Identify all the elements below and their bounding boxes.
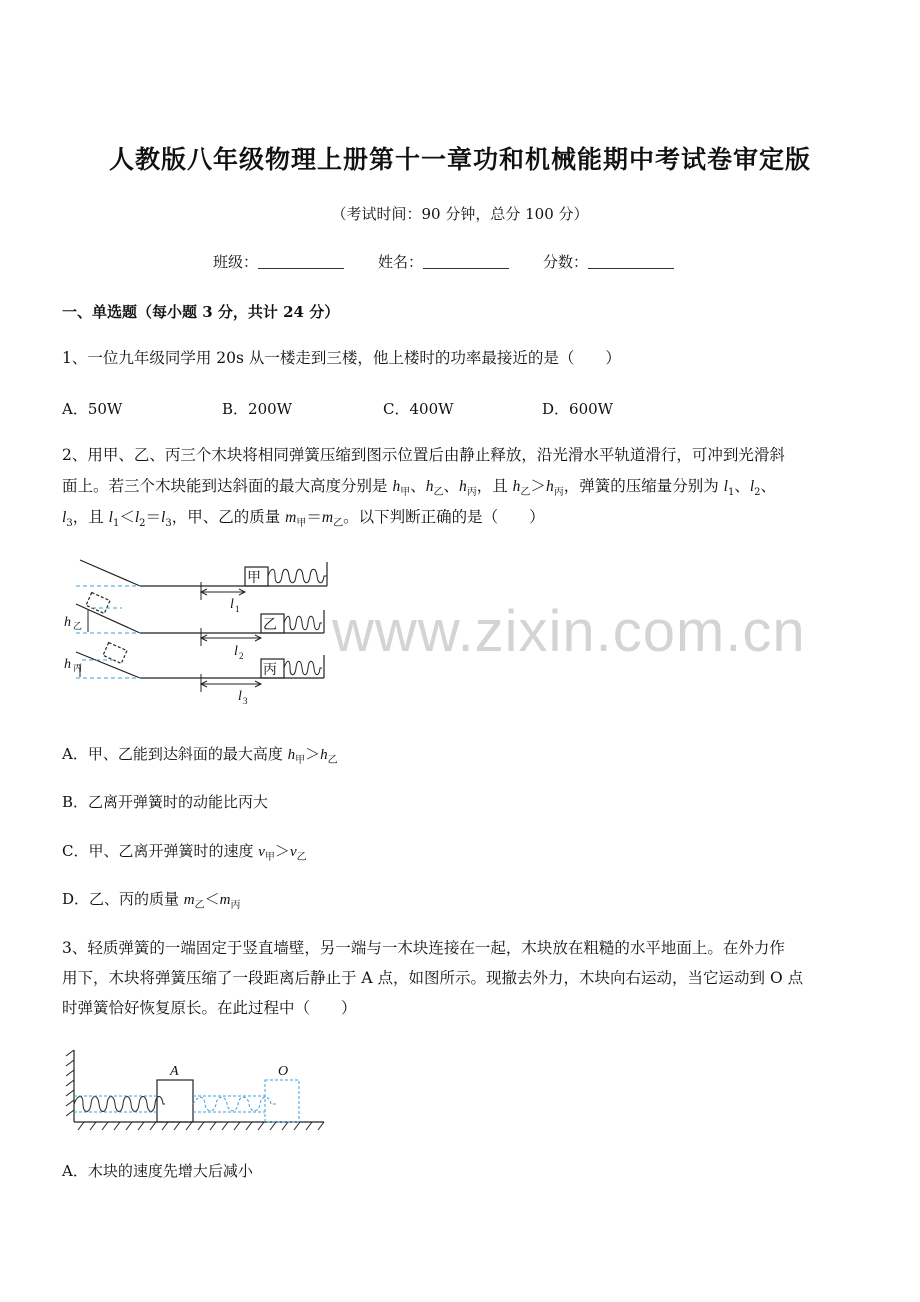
section-heading: 一、单选题（每小题 3 分，共计 24 分） xyxy=(62,303,340,321)
q1-option-a[interactable]: A．50W xyxy=(62,400,123,418)
class-label: 班级： xyxy=(213,253,259,271)
q1-option-c[interactable]: C．400W xyxy=(383,400,454,418)
fig-h-bing: h xyxy=(64,657,71,672)
fig-h-yi: h xyxy=(64,615,71,630)
question-2-line-2: 面上。若三个木块能到达斜面的最大高度分别是 $h_甲$、$h_乙$、$h_丙$，且 $h_乙>h_丙$，弹簧的压缩量分别为 $l_1$、$l_2$、 xyxy=(62,477,777,499)
question-2-line-3: $l_3$，且 $l_1<l_2=l_3$，甲、乙的质量 $m_甲=m_乙$。以下判断正确的是（ ） xyxy=(62,508,545,530)
question-3-line-2: 用下，木块将弹簧压缩了一段距离后静止于 A 点，如图所示。现撤去外力，木块向右运动，当它运动到 O 点 xyxy=(62,969,804,987)
name-blank[interactable] xyxy=(423,254,509,269)
fig-h-bing-sub: 丙 xyxy=(73,663,83,673)
class-blank[interactable] xyxy=(258,254,344,269)
name-label: 姓名： xyxy=(378,253,424,271)
fig-h-yi-sub: 乙 xyxy=(73,621,83,631)
page-title: 人教版八年级物理上册第十一章功和机械能期中考试卷审定版 xyxy=(108,145,811,174)
fig-label-a: A xyxy=(170,1064,179,1079)
q3-wall-spring-figure xyxy=(62,1044,332,1136)
fig-l2-sub: 2 xyxy=(239,651,244,661)
question-2-line-1: 2、用甲、乙、丙三个木块将相同弹簧压缩到图示位置后由静止释放，沿光滑水平轨道滑行，可冲到光滑斜 xyxy=(62,446,785,464)
question-3-line-1: 3、轻质弹簧的一端固定于竖直墙壁，另一端与一木块连接在一起，木块放在粗糙的水平地面上。在外力作 xyxy=(62,939,785,957)
fig-l3-sub: 3 xyxy=(243,696,248,706)
q2-option-a[interactable]: A．甲、乙能到达斜面的最大高度 $h_甲>h_乙$ xyxy=(62,745,338,766)
score-blank[interactable] xyxy=(588,254,674,269)
q1-option-d[interactable]: D．600W xyxy=(542,400,614,418)
score-label: 分数： xyxy=(543,253,589,271)
watermark: www.zixin.com.cn xyxy=(332,599,806,664)
q1-option-b[interactable]: B．200W xyxy=(222,400,293,418)
exam-subtitle: （考试时间：90 分钟，总分 100 分） xyxy=(331,205,589,223)
fig-block-jia: 甲 xyxy=(247,571,261,586)
student-info-row xyxy=(213,251,708,272)
fig-l1-sub: 1 xyxy=(235,604,240,614)
fig-l3: l xyxy=(238,689,242,704)
fig-block-bing: 丙 xyxy=(263,663,277,678)
fig-label-o: O xyxy=(278,1064,289,1079)
fig-l2: l xyxy=(234,644,238,659)
q2-option-c[interactable]: C．甲、乙离开弹簧时的速度 $v_甲>v_乙$ xyxy=(62,842,307,863)
question-3-line-3: 时弹簧恰好恢复原长。在此过程中（ ） xyxy=(62,999,357,1017)
question-1-text: 1、一位九年级同学用 20s 从一楼走到三楼，他上楼时的功率最接近的是（ ） xyxy=(62,349,621,367)
fig-l1: l xyxy=(230,597,234,612)
q2-spring-incline-figure xyxy=(62,548,342,718)
fig-block-yi: 乙 xyxy=(263,618,277,633)
q2-option-b[interactable]: B．乙离开弹簧时的动能比丙大 xyxy=(62,793,269,811)
q3-option-a[interactable]: A．木块的速度先增大后减小 xyxy=(62,1162,253,1180)
q2-option-d[interactable]: D．乙、丙的质量 $m_乙<m_丙$ xyxy=(62,890,241,911)
